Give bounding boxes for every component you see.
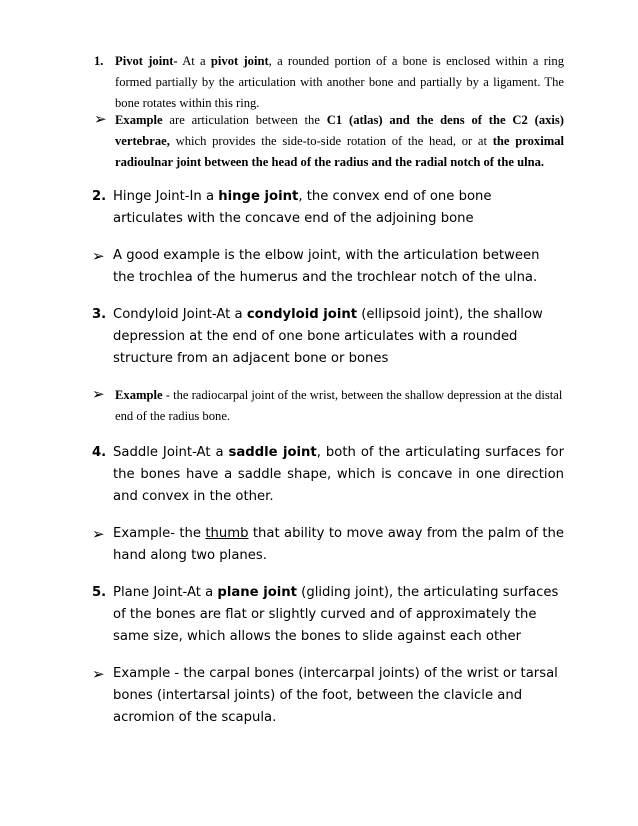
- example-text: Example- the thumb that ability to move away from the palm of the hand along two planes.: [113, 526, 565, 563]
- example-text: Example are articulation between the C1 (atlas) and the dens of the C2 (axis) vertebrae, which provides the side-to-side rotation of the head, or at the proximal radioulnar joint between the head of the radius and the radial notch of the ulna.: [115, 113, 565, 169]
- bold-term: condyloid joint: [246, 307, 358, 322]
- bold-term: pivot joint: [210, 54, 269, 68]
- item-text: Hinge Joint-In a hinge joint, the convex end of one bone articulates with the concave end of the adjoining bone: [113, 189, 492, 226]
- plane-example-item: [92, 663, 564, 729]
- condyloid-joint-item: [92, 304, 564, 370]
- arrow-bullet-icon: ➢: [92, 247, 105, 265]
- arrow-bullet-icon: ➢: [92, 665, 105, 683]
- example-text: Example - the carpal bones (intercarpal joints) of the wrist or tarsal bones (intertarsal joints) of the foot, between the clavicle and acromion of the scapula.: [113, 666, 558, 725]
- saddle-joint-item: [92, 442, 564, 508]
- item-number: 5.: [92, 585, 107, 600]
- hinge-example-item: [92, 245, 564, 289]
- item-number: 4.: [92, 445, 107, 460]
- arrow-bullet-icon: ➢: [94, 112, 107, 128]
- condyloid-example-item: [92, 385, 564, 427]
- arrow-bullet-icon: ➢: [92, 387, 105, 403]
- item-number: 2.: [92, 189, 107, 204]
- bold-term: plane joint: [217, 585, 297, 600]
- item-number: 1.: [94, 54, 104, 68]
- bold-term: saddle joint: [228, 445, 317, 460]
- arrow-bullet-icon: ➢: [92, 525, 105, 543]
- pivot-example-item: [94, 110, 564, 173]
- hinge-joint-item: [92, 186, 564, 230]
- saddle-example-item: [92, 523, 564, 567]
- underlined-term: thumb: [205, 526, 249, 541]
- example-label: Example: [115, 113, 163, 127]
- item-text: Condyloid Joint-At a condyloid joint (ellipsoid joint), the shallow depression at the end of one bone articulates with a rounded structure from an adjacent bone or bones: [113, 307, 543, 366]
- example-text: Example - the radiocarpal joint of the wrist, between the shallow depression at the distal end of the radius bone.: [115, 388, 563, 423]
- bold-term: hinge joint: [218, 189, 299, 204]
- item-number: 3.: [92, 307, 107, 322]
- pivot-joint-item: [94, 51, 564, 114]
- item-text: Pivot joint- At a pivot joint, a rounded portion of a bone is enclosed within a ring formed partially by the articulation with another bone and partially by a ligament. The bone rotates within this ring.: [115, 54, 564, 110]
- item-title: Pivot joint-: [115, 54, 178, 68]
- item-text: Plane Joint-At a plane joint (gliding joint), the articulating surfaces of the bones are flat or slightly curved and of approximately the same size, which allows the bones to slide against each other: [113, 585, 559, 644]
- example-label: Example: [115, 388, 163, 402]
- item-text: Saddle Joint-At a saddle joint, both of the articulating surfaces for the bones have a saddle shape, which is concave in one direction and convex in the other.: [113, 445, 564, 504]
- plane-joint-item: [92, 582, 564, 648]
- example-text: A good example is the elbow joint, with the articulation between the trochlea of the humerus and the trochlear notch of the ulna.: [113, 248, 540, 285]
